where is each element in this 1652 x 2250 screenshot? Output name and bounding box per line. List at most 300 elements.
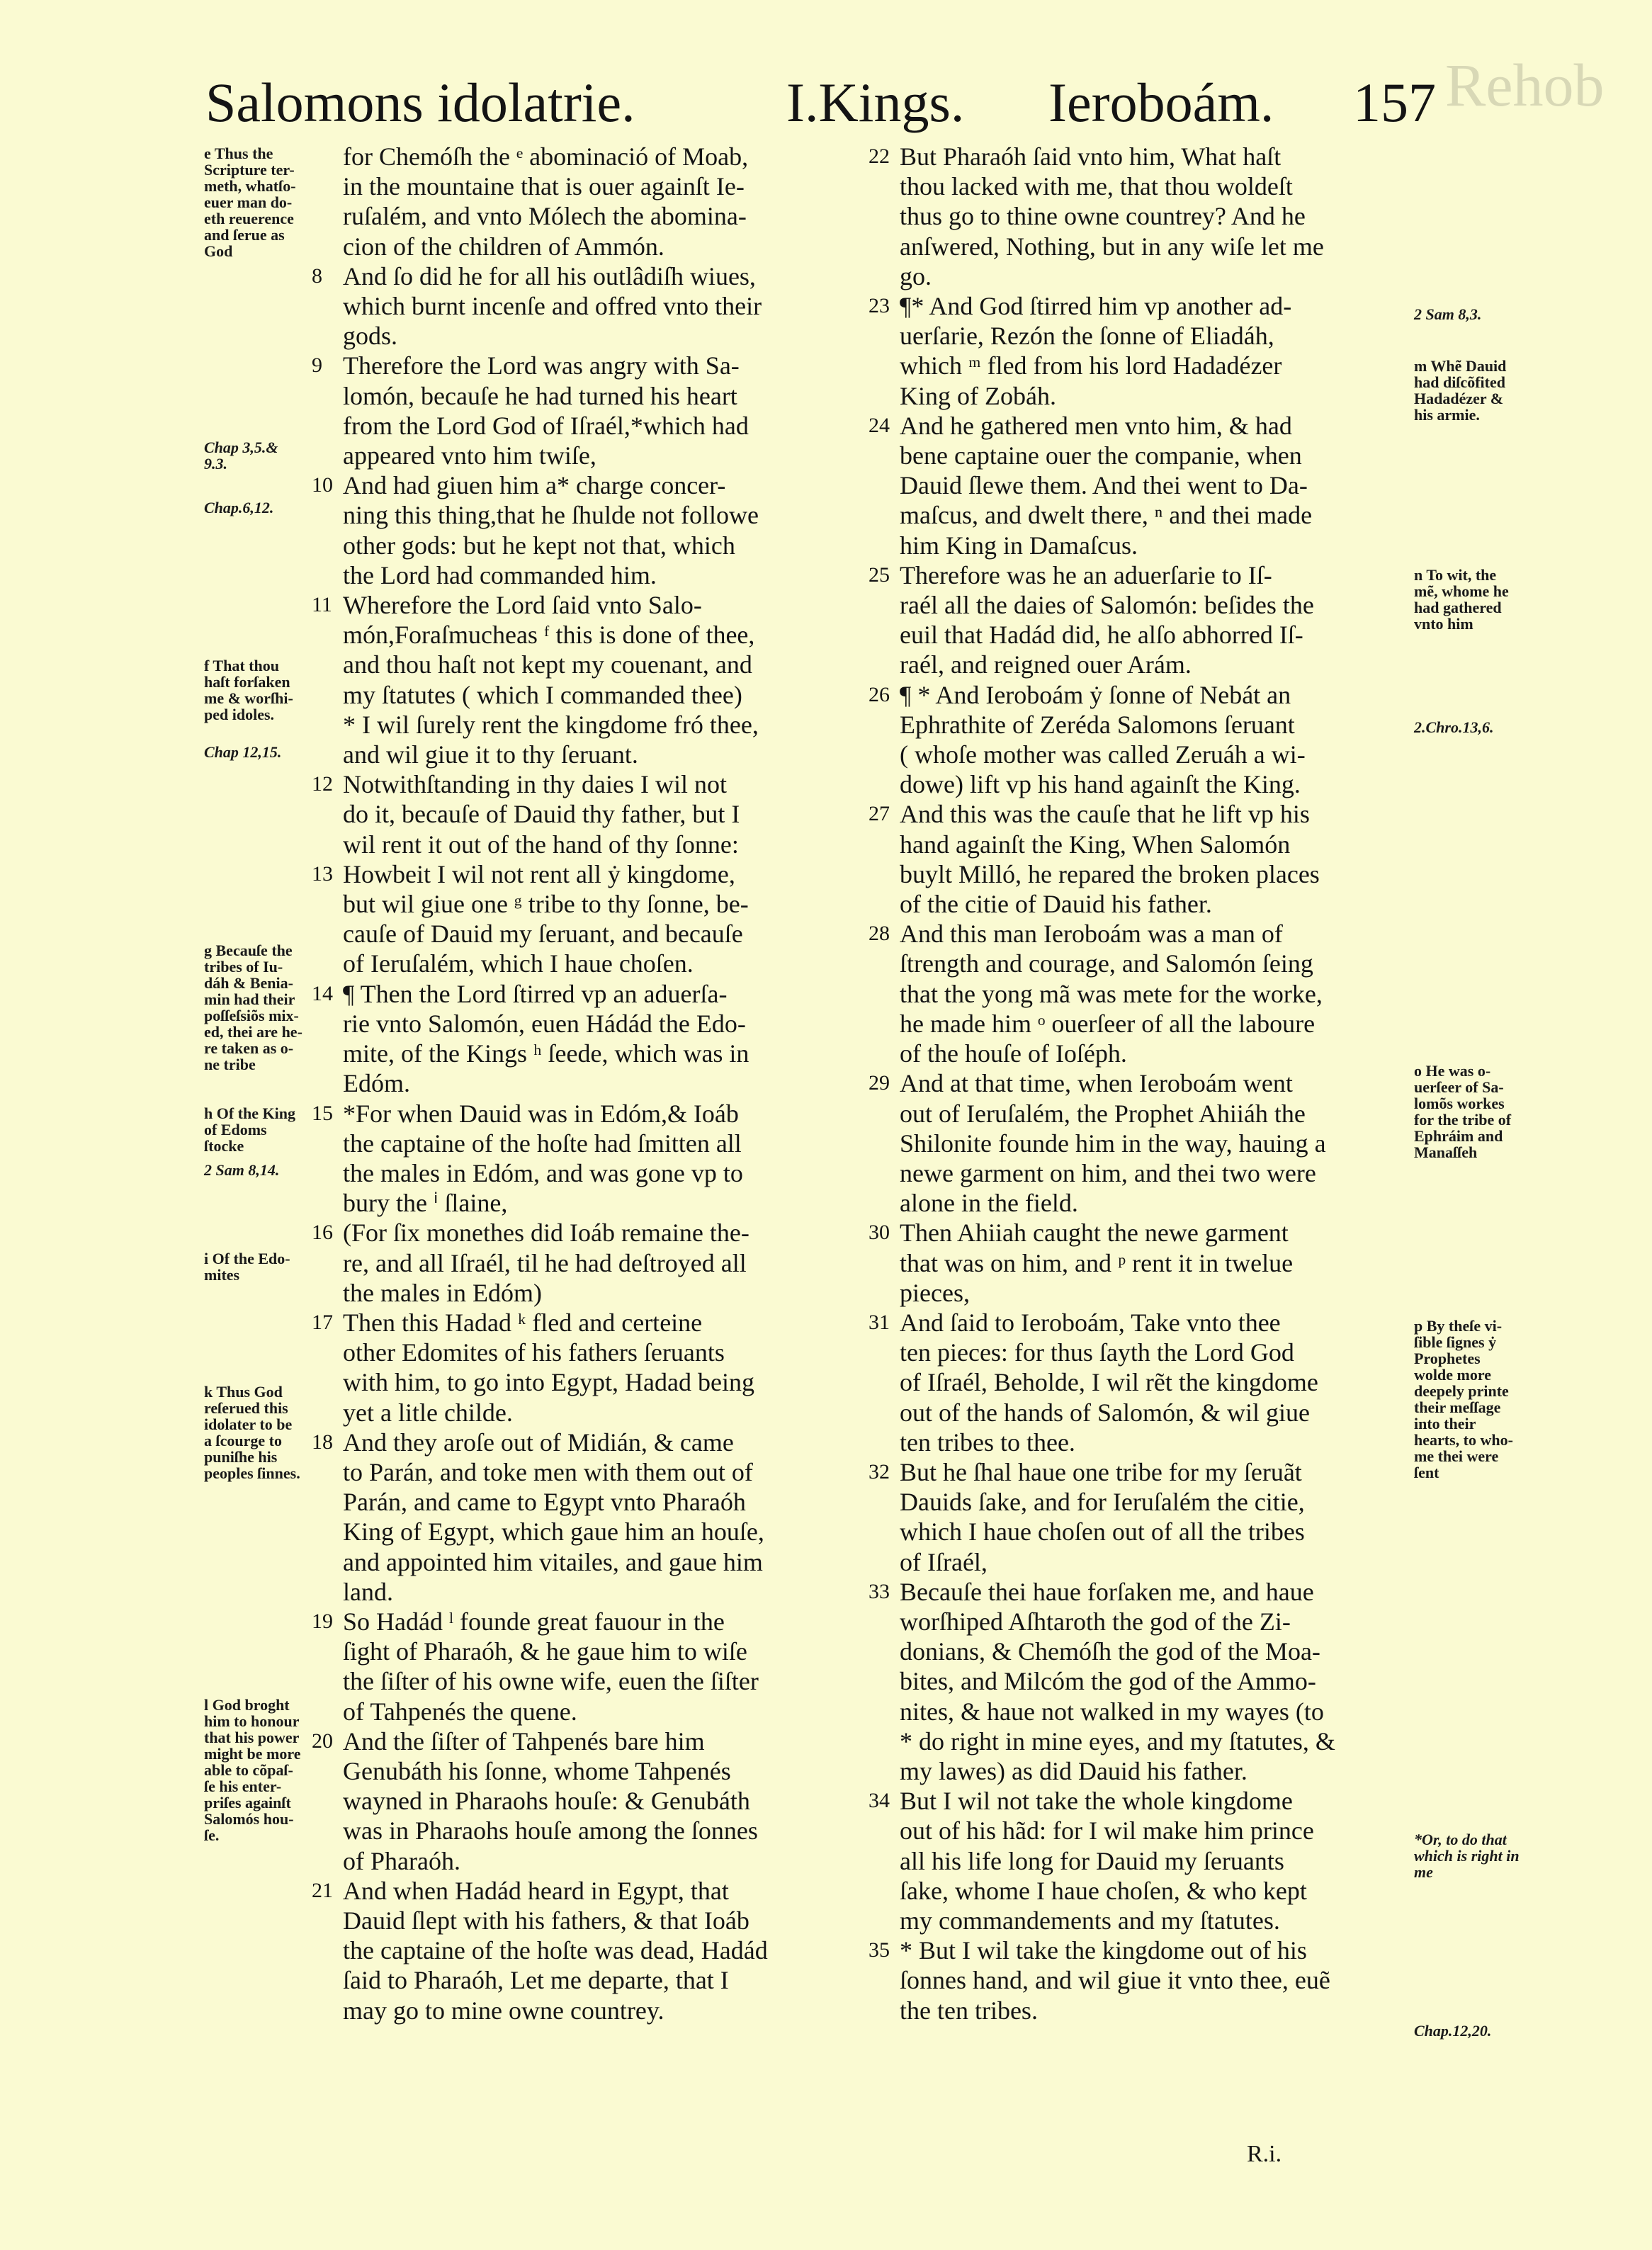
verse-text: But I wil not take the whole kingdome: [900, 1787, 1293, 1816]
verse-text: the males in Edóm, and was gone vp to: [343, 1158, 743, 1187]
text-line: [343, 1188, 867, 1218]
margin-note-o: o He was o- uerſeer of Sa- lomõs workes for the tribe of Ephráim and Manaſſeh: [1414, 1062, 1512, 1161]
left-text-column: [312, 142, 867, 2025]
verse-text: my ſtatutes ( which I commanded thee): [343, 680, 742, 709]
catchword: R.i.: [1247, 2141, 1282, 2167]
margin-note-h: h Of the King of Edoms ſtocke: [204, 1104, 295, 1155]
verse-text: re, and all Iſraél, til he had deſtroyed all: [343, 1248, 747, 1277]
verse-number: 15: [312, 1101, 333, 1125]
text-line: [343, 321, 867, 351]
text-line: [312, 351, 867, 380]
text-line: [343, 710, 867, 740]
text-line: [343, 1577, 867, 1607]
verse-number: 9: [312, 354, 322, 378]
text-line: [900, 1666, 1407, 1696]
verse-text: the captaine of the hoſte had ſmitten all: [343, 1129, 742, 1158]
text-line: [900, 590, 1407, 620]
verse-text: maſcus, and dwelt there, ⁿ and thei made: [900, 501, 1313, 530]
verse-text: out of the hands of Salomón, & wil giue: [900, 1398, 1310, 1427]
verse-text: do it, becauſe of Dauid thy father, but I: [343, 800, 740, 829]
text-line: [343, 1487, 867, 1517]
verse-text: other Edomites of his fathers ſeruants: [343, 1338, 725, 1367]
verse-text: ¶ Then the Lord ſtirred vp an aduerſa-: [343, 979, 728, 1008]
verse-text: with him, to go into Egypt, Hadad being: [343, 1368, 754, 1397]
verse-text: uerſarie, Rezón the ſonne of Eliadáh,: [900, 322, 1274, 351]
text-line: [900, 1487, 1407, 1517]
verse-text: donians, & Chemóſh the god of the Moa-: [900, 1637, 1320, 1666]
text-line: [343, 232, 867, 261]
text-line: [869, 799, 1407, 829]
text-line: [312, 1218, 867, 1248]
verse-text: anſwered, Nothing, but in any wiſe let me: [900, 232, 1324, 261]
text-line: [869, 1786, 1407, 1816]
verse-text: him King in Damaſcus.: [900, 531, 1138, 560]
text-line: [343, 1906, 867, 1935]
verse-text: cion of the children of Ammón.: [343, 232, 664, 261]
verse-text: wil rent it out of the hand of thy ſonne:: [343, 830, 739, 859]
verse-text: ning this thing,that he ſhulde not followe: [343, 501, 759, 530]
verse-text: my commandements and my ſtatutes.: [900, 1906, 1280, 1935]
text-line: [343, 142, 867, 171]
text-line: [343, 1338, 867, 1367]
verse-text: the Lord had commanded him.: [343, 560, 657, 589]
verse-text: land.: [343, 1577, 393, 1606]
text-line: [343, 531, 867, 560]
text-line: [869, 142, 1407, 171]
text-line: [343, 1965, 867, 1995]
text-line: [900, 470, 1407, 500]
text-line: [343, 1547, 867, 1577]
text-line: [343, 799, 867, 829]
verse-number: 28: [869, 922, 890, 946]
verse-number: 27: [869, 802, 890, 826]
text-line: [900, 1636, 1407, 1666]
verse-text: wayned in Pharaohs houſe: & Genubáth: [343, 1787, 750, 1816]
text-line: [869, 560, 1407, 590]
margin-note-g: g Becauſe the tribes of Iu- dáh & Benia- min had their poſſeſsiõs mix- ed, thei are he- re taken as o- ne tribe: [204, 942, 302, 1073]
verse-text: was in Pharaohs houſe among the ſonnes: [343, 1816, 758, 1845]
text-line: [900, 769, 1407, 799]
verse-number: 19: [312, 1609, 333, 1633]
text-line: [900, 859, 1407, 889]
verse-text: ſonnes hand, and wil giue it vnto thee, euẽ: [900, 1966, 1330, 1995]
verse-number: 24: [869, 413, 890, 437]
text-line: [900, 1367, 1407, 1397]
text-line: [343, 411, 867, 441]
verse-text: out of his hãd: for I wil make him prince: [900, 1816, 1314, 1845]
verse-text: (For ſix monethes did Ioáb remaine the-: [343, 1219, 749, 1248]
verse-text: Therefore was he an aduerſarie to Iſ-: [900, 560, 1272, 589]
text-line: [900, 979, 1407, 1009]
text-line: [900, 1278, 1407, 1308]
text-line: [900, 201, 1407, 231]
verse-number: 22: [869, 145, 890, 168]
verse-text: Becauſe thei haue forſaken me, and haue: [900, 1577, 1314, 1606]
verse-text: Notwithſtanding in thy daies I wil not: [343, 770, 727, 799]
text-line: [900, 1099, 1407, 1129]
verse-text: Then this Hadad ᵏ fled and certeine: [343, 1308, 703, 1337]
header-right-title: Ieroboám.: [1048, 72, 1274, 133]
verse-text: out of Ieruſalém, the Prophet Ahiiáh the: [900, 1099, 1306, 1128]
text-line: [343, 1996, 867, 2025]
text-line: [900, 949, 1407, 978]
cross-reference-chro: 2.Chro.13,6.: [1414, 718, 1494, 736]
text-line: [900, 500, 1407, 530]
text-line: [900, 232, 1407, 261]
verse-number: 33: [869, 1579, 890, 1603]
verse-number: 13: [312, 861, 333, 886]
verse-text: to Parán, and toke men with them out of: [343, 1457, 753, 1486]
verse-text: raél, and reigned ouer Arám.: [900, 650, 1192, 679]
header-left-title: Salomons idolatrie.: [205, 72, 635, 133]
verse-text: in the mountaine that is ouer againſt Ie-: [343, 172, 745, 201]
text-line: [900, 710, 1407, 740]
text-line: [343, 1129, 867, 1158]
verse-number: 20: [312, 1729, 333, 1753]
verse-text: lomón, becauſe he had turned his heart: [343, 381, 737, 410]
verse-text: món,Foraſmucheas ᶠ this is done of thee,: [343, 621, 755, 650]
verse-text: the ten tribes.: [900, 1996, 1038, 2025]
text-line: [343, 1009, 867, 1039]
verse-text: gods.: [343, 322, 398, 351]
margin-note-i: i Of the Edo- mites: [204, 1250, 290, 1284]
text-line: [343, 1517, 867, 1547]
text-line: [343, 500, 867, 530]
text-line: [900, 889, 1407, 919]
text-line: [869, 1218, 1407, 1248]
cross-reference-sam-8-14: 2 Sam 8,14.: [204, 1161, 280, 1179]
verse-text: he made him ᵒ ouerſeer of all the laboure: [900, 1009, 1316, 1038]
margin-note-p: p By theſe vi- ſible ſignes ẏ Prophetes wolde more deepely printe their meſſage into their hearts, to who- me thei were ſent: [1414, 1317, 1513, 1481]
verse-text: the males in Edóm): [343, 1278, 542, 1307]
text-line: [343, 1367, 867, 1397]
text-line: [343, 441, 867, 470]
verse-number: 11: [312, 593, 332, 617]
verse-text: of the citie of Dauid his father.: [900, 890, 1212, 919]
text-line: [869, 1935, 1407, 1965]
cross-reference-chap-6: Chap.6,12.: [204, 499, 274, 516]
text-line: [900, 740, 1407, 769]
verse-text: go.: [900, 261, 932, 290]
verse-text: * I wil ſurely rent the kingdome fró thee,: [343, 710, 759, 739]
verse-text: And at that time, when Ieroboám went: [900, 1069, 1293, 1098]
verse-text: cauſe of Dauid my ſeruant, and becauſe: [343, 920, 743, 949]
cross-reference-chap-12-20: Chap.12,20.: [1414, 2022, 1492, 2040]
text-line: [312, 1308, 867, 1338]
text-line: [312, 1428, 867, 1457]
text-line: [900, 1726, 1407, 1756]
text-line: [900, 1338, 1407, 1367]
verse-text: And ſaid to Ieroboám, Take vnto thee: [900, 1308, 1281, 1337]
right-text-column: [869, 142, 1407, 2025]
text-line: [343, 889, 867, 919]
verse-text: And this was the cauſe that he lift vp his: [900, 800, 1310, 829]
verse-text: of Tahpenés the quene.: [343, 1697, 577, 1726]
text-line: [343, 680, 867, 710]
text-line: [312, 261, 867, 291]
text-line: [343, 650, 867, 679]
text-line: [869, 1457, 1407, 1487]
bleed-through-text: Rehob: [1445, 51, 1605, 119]
verse-text: King of Zobáh.: [900, 381, 1056, 410]
verse-text: and appointed him vitailes, and gaue him: [343, 1547, 763, 1576]
verse-text: for Chemóſh the ᵉ abominació of Moab,: [343, 142, 749, 171]
text-line: [343, 1786, 867, 1816]
verse-number: 32: [869, 1459, 890, 1483]
verse-text: Parán, and came to Egypt vnto Pharaóh: [343, 1488, 746, 1517]
verse-text: all his life long for Dauid my ſeruants: [900, 1846, 1284, 1875]
text-line: [900, 1158, 1407, 1188]
verse-text: Dauid ſlewe them. And thei went to Da-: [900, 471, 1308, 500]
text-line: [900, 1547, 1407, 1577]
verse-text: And they aroſe out of Midián, & came: [343, 1428, 734, 1457]
verse-text: the captaine of the hoſte was dead, Hadád: [343, 1936, 768, 1965]
verse-text: ten pieces: for thus ſayth the Lord God: [900, 1338, 1294, 1367]
verse-number: 25: [869, 562, 890, 587]
text-line: [869, 919, 1407, 949]
verse-text: my lawes) as did Dauid his father.: [900, 1756, 1248, 1785]
verse-text: And he gathered men vnto him, & had: [900, 411, 1292, 440]
cross-reference-chap-12: Chap 12,15.: [204, 743, 282, 761]
text-line: [900, 441, 1407, 470]
verse-text: alone in the field.: [900, 1189, 1078, 1218]
verse-number: 12: [312, 772, 333, 796]
text-line: [312, 1876, 867, 1906]
verse-text: appeared vnto him twiſe,: [343, 441, 596, 470]
verse-text: may go to mine owne countrey.: [343, 1996, 664, 2025]
verse-text: ¶ * And Ieroboám ẏ ſonne of Nebát an: [900, 680, 1291, 709]
margin-note-k: k Thus God reſerued this idolater to be a ſcourge to puniſhe his peoples ſinnes.: [204, 1383, 300, 1482]
text-line: [343, 291, 867, 321]
verse-text: of the houſe of Ioſéph.: [900, 1039, 1127, 1068]
verse-text: ſight of Pharaóh, & he gaue him to wiſe: [343, 1637, 747, 1666]
text-line: [343, 1697, 867, 1726]
verse-number: 31: [869, 1310, 890, 1334]
text-line: [343, 919, 867, 949]
verse-text: that the yong mã was mete for the worke,: [900, 979, 1323, 1008]
verse-number: 29: [869, 1071, 890, 1095]
text-line: [343, 830, 867, 859]
text-line: [900, 1756, 1407, 1786]
text-line: [900, 1129, 1407, 1158]
verse-text: nites, & haue not walked in my wayes (to: [900, 1697, 1324, 1726]
verse-text: Edóm.: [343, 1069, 410, 1098]
verse-text: that was on him, and ᵖ rent it in twelue: [900, 1248, 1294, 1277]
cross-reference-chap-3: Chap 3,5.& 9.3.: [204, 439, 278, 473]
verse-text: So Hadád ˡ founde great fauour in the: [343, 1607, 725, 1636]
text-line: [900, 1965, 1407, 1995]
verse-text: thus go to thine owne countrey? And he: [900, 202, 1306, 231]
text-line: [343, 171, 867, 201]
verse-text: * do right in mine eyes, and my ſtatutes, &: [900, 1726, 1335, 1756]
text-line: [869, 291, 1407, 321]
verse-text: ruſalém, and vnto Mólech the abomina-: [343, 202, 747, 231]
margin-note-l: l God broght him to honour that his power might be more able to cõpaſ- ſe his enter- priſes againſt Salomós hou- ſe.: [204, 1696, 301, 1844]
verse-text: of Iſraél, Beholde, I wil rẽt the kingdome: [900, 1368, 1318, 1397]
verse-text: ten tribes to thee.: [900, 1428, 1075, 1457]
text-line: [312, 769, 867, 799]
verse-text: Dauid ſlept with his fathers, & that Ioáb: [343, 1906, 749, 1935]
text-line: [900, 1876, 1407, 1906]
text-line: [343, 1248, 867, 1278]
text-line: [869, 1068, 1407, 1098]
verse-text: of Iſraél,: [900, 1547, 988, 1576]
text-line: [312, 590, 867, 620]
text-line: [900, 171, 1407, 201]
verse-text: But he ſhal haue one tribe for my ſeruãt: [900, 1457, 1302, 1486]
text-line: [900, 1816, 1407, 1845]
verse-text: yet a litle childe.: [343, 1398, 513, 1427]
verse-text: pieces,: [900, 1278, 970, 1307]
verse-text: buylt Milló, he repared the broken places: [900, 859, 1320, 888]
verse-text: ſtrength and courage, and Salomón ſeing: [900, 949, 1313, 978]
margin-note-f: f That thou haſt forſaken me & worſhi- ped idoles.: [204, 657, 293, 723]
verse-text: Therefore the Lord was angry with Sa-: [343, 351, 740, 380]
verse-number: 18: [312, 1430, 333, 1454]
margin-note-alternate-reading: *Or, to do that which is right in me: [1414, 1831, 1520, 1881]
verse-number: 21: [312, 1878, 333, 1902]
text-line: [900, 1188, 1407, 1218]
verse-text: Wherefore the Lord ſaid vnto Salo-: [343, 591, 702, 620]
verse-text: worſhiped Aſhtaroth the god of the Zi-: [900, 1607, 1291, 1636]
verse-text: rie vnto Salomón, euen Hádád the Edo-: [343, 1009, 746, 1038]
text-line: [900, 321, 1407, 351]
verse-text: And the ſiſter of Tahpenés bare him: [343, 1726, 705, 1756]
page-number: 157: [1353, 72, 1436, 133]
verse-text: which ᵐ fled from his lord Hadadézer: [900, 351, 1282, 380]
verse-text: from the Lord God of Iſraél,*which had: [343, 411, 749, 440]
verse-text: ¶* And God ſtirred him vp another ad-: [900, 292, 1292, 321]
text-line: [869, 680, 1407, 710]
verse-text: ( whoſe mother was called Zeruáh a wi-: [900, 740, 1306, 769]
text-line: [343, 740, 867, 769]
text-line: [343, 1816, 867, 1845]
text-line: [900, 351, 1407, 380]
verse-text: ſaid to Pharaóh, Let me departe, that I: [343, 1966, 729, 1995]
text-line: [312, 470, 867, 500]
text-line: [343, 1068, 867, 1098]
text-line: [343, 1666, 867, 1696]
text-line: [343, 560, 867, 590]
text-line: [900, 1009, 1407, 1039]
text-line: [900, 531, 1407, 560]
verse-text: Howbeit I wil not rent all ẏ kingdome,: [343, 859, 735, 888]
text-line: [312, 859, 867, 889]
verse-text: bites, and Milcóm the god of the Ammo-: [900, 1667, 1316, 1696]
verse-text: other gods: but he kept not that, which: [343, 531, 735, 560]
verse-number: 16: [312, 1221, 333, 1245]
text-line: [312, 1099, 867, 1129]
verse-number: 10: [312, 473, 333, 497]
text-line: [900, 1248, 1407, 1278]
text-line: [900, 261, 1407, 291]
verse-text: And this man Ieroboám was a man of: [900, 920, 1283, 949]
verse-text: And ſo did he for all his outlâdiſh wiues,: [343, 261, 756, 290]
text-line: [343, 201, 867, 231]
text-line: [900, 1697, 1407, 1726]
text-line: [869, 411, 1407, 441]
text-line: [343, 381, 867, 411]
verse-text: which burnt incenſe and offred vnto their: [343, 292, 762, 321]
text-line: [869, 1577, 1407, 1607]
verse-text: and thou haſt not kept my couenant, and: [343, 650, 752, 679]
verse-text: and wil giue it to thy ſeruant.: [343, 740, 638, 769]
verse-text: dowe) lift vp his hand againſt the King.: [900, 770, 1301, 799]
verse-text: but wil giue one ᵍ tribe to thy ſonne, be-: [343, 890, 749, 919]
verse-text: And had giuen him a* charge concer-: [343, 471, 726, 500]
text-line: [869, 1308, 1407, 1338]
verse-text: Dauids ſake, and for Ieruſalém the citie,: [900, 1488, 1305, 1517]
text-line: [900, 1517, 1407, 1547]
verse-text: Then Ahiiah caught the newe garment: [900, 1219, 1289, 1248]
verse-number: 8: [312, 264, 322, 288]
text-line: [900, 1607, 1407, 1636]
text-line: [343, 1158, 867, 1188]
text-line: [900, 1398, 1407, 1428]
verse-number: 23: [869, 294, 890, 318]
text-line: [900, 1039, 1407, 1068]
text-line: [343, 1846, 867, 1876]
verse-text: euil that Hadád did, he alſo abhorred Iſ-: [900, 621, 1303, 650]
verse-text: newe garment on him, and thei two were: [900, 1158, 1316, 1187]
text-line: [343, 1457, 867, 1487]
verse-text: King of Egypt, which gaue him an houſe,: [343, 1517, 764, 1547]
verse-text: ſake, whome I haue choſen, & who kept: [900, 1876, 1307, 1905]
verse-number: 30: [869, 1221, 890, 1245]
text-line: [343, 620, 867, 650]
verse-text: bury the ⁱ ſlaine,: [343, 1189, 508, 1218]
text-line: [343, 1278, 867, 1308]
verse-text: But Pharaóh ſaid vnto him, What haſt: [900, 142, 1282, 171]
verse-text: Genubáth his ſonne, whome Tahpenés: [343, 1756, 731, 1785]
verse-text: * But I wil take the kingdome out of his: [900, 1936, 1307, 1965]
running-header: [205, 71, 1436, 142]
verse-number: 17: [312, 1310, 333, 1334]
text-line: [343, 1756, 867, 1786]
verse-text: of Pharaóh.: [343, 1846, 460, 1875]
text-line: [900, 650, 1407, 679]
verse-number: 14: [312, 981, 333, 1005]
verse-text: Shilonite founde him in the way, hauing a: [900, 1129, 1326, 1158]
margin-note-n: n To wit, the mẽ, whome he had gathered vnto him: [1414, 566, 1509, 633]
text-line: [900, 1906, 1407, 1935]
verse-text: mite, of the Kings ʰ ſeede, which was in: [343, 1039, 749, 1068]
text-line: [900, 381, 1407, 411]
text-line: [312, 1726, 867, 1756]
verse-text: which I haue choſen out of all the tribes: [900, 1517, 1305, 1547]
verse-text: Ephrathite of Zeréda Salomons ſeruant: [900, 710, 1295, 739]
verse-text: thou lacked with me, that thou woldeſt: [900, 172, 1293, 201]
verse-text: the ſiſter of his owne wife, euen the ſiſter: [343, 1667, 759, 1696]
header-book: I.Kings.: [786, 72, 965, 133]
cross-reference-sam-8-3: 2 Sam 8,3.: [1414, 305, 1482, 323]
text-line: [312, 1607, 867, 1636]
margin-note-m: m Whẽ Dauid had diſcõfited Hadadézer & his armie.: [1414, 357, 1507, 424]
verse-text: And when Hadád heard in Egypt, that: [343, 1876, 729, 1905]
text-line: [900, 830, 1407, 859]
margin-note-e: e Thus the Scripture ter- meth, whatſo- euer man do- eth reuerence and ſerue as God: [204, 145, 296, 260]
text-line: [343, 1398, 867, 1428]
verse-text: hand againſt the King, When Salomón: [900, 830, 1291, 859]
verse-text: of Ieruſalém, which I haue choſen.: [343, 949, 694, 978]
text-line: [343, 1636, 867, 1666]
verse-text: raél all the daies of Salomón: beſides the: [900, 591, 1314, 620]
verse-number: 35: [869, 1938, 890, 1962]
text-line: [900, 1996, 1407, 2025]
text-line: [312, 979, 867, 1009]
text-line: [343, 949, 867, 978]
text-line: [343, 1935, 867, 1965]
